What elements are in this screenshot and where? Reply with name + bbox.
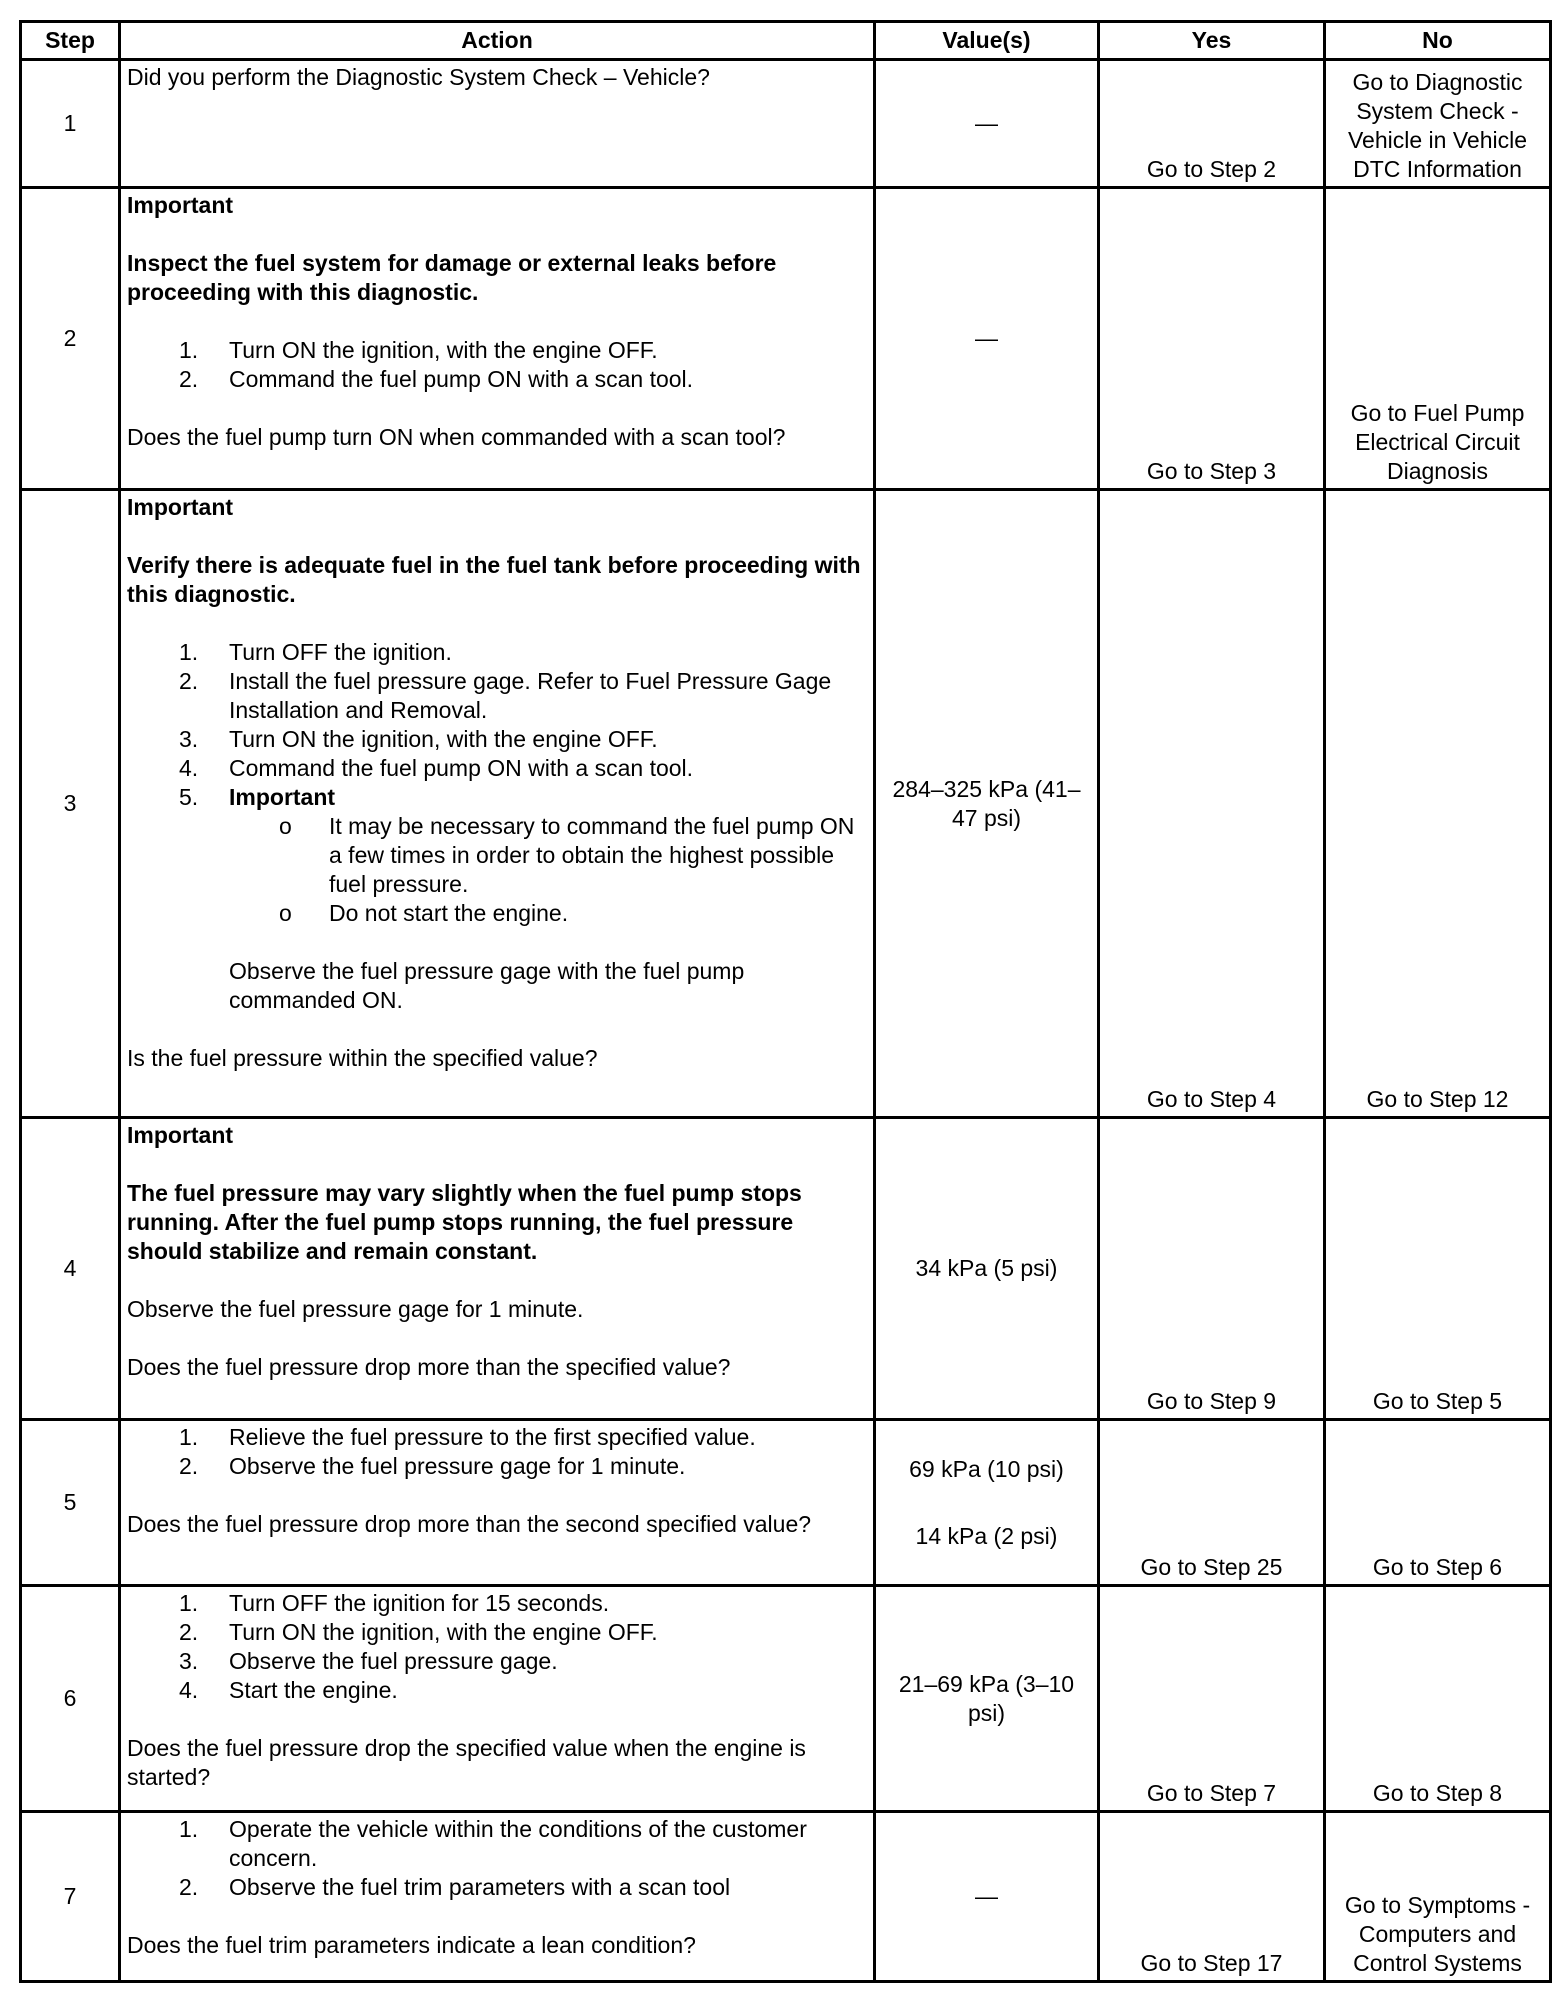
action-cell: [120, 1586, 875, 1812]
action-cell: [120, 60, 875, 188]
no-cell: Go to Fuel Pump Electrical Circuit Diagnosis: [1325, 188, 1551, 490]
header-step: Step: [21, 22, 120, 60]
list-item: 2. Observe the fuel pressure gage for 1 minute.: [179, 1453, 686, 1479]
step-number: 7: [21, 1812, 120, 1982]
action-steps: [127, 1589, 867, 1705]
no-cell: Go to Step 8: [1325, 1586, 1551, 1812]
action-cell: [120, 1812, 875, 1982]
yes-cell: Go to Step 7: [1099, 1586, 1325, 1812]
important-label: Important: [127, 192, 234, 218]
action-question: Does the fuel trim parameters indicate a lean condition?: [127, 1932, 696, 1958]
step-number: 3: [21, 490, 120, 1118]
action-question: Did you perform the Diagnostic System Check – Vehicle?: [127, 64, 710, 90]
value-cell: —: [875, 60, 1099, 188]
table-row: [21, 1420, 1551, 1586]
action-cell: [120, 490, 875, 1118]
table-row: [21, 1812, 1551, 1982]
diagnostic-table: [19, 20, 1552, 1983]
list-item: o Do not start the engine.: [279, 900, 569, 926]
yes-cell: Go to Step 4: [1099, 490, 1325, 1118]
yes-cell: Go to Step 25: [1099, 1420, 1325, 1586]
value-cell: —: [875, 188, 1099, 490]
action-steps: [127, 336, 867, 394]
action-cell: [120, 1118, 875, 1420]
no-cell: Go to Step 6: [1325, 1420, 1551, 1586]
step-number: 6: [21, 1586, 120, 1812]
important-label: Important: [127, 494, 234, 520]
action-steps: [127, 638, 867, 812]
action-cell: [120, 1420, 875, 1586]
list-item: 1. Turn OFF the ignition.: [179, 639, 452, 665]
no-cell: Go to Step 12: [1325, 490, 1551, 1118]
header-yes: Yes: [1099, 22, 1325, 60]
table-row: [21, 1586, 1551, 1812]
list-item: 1. Turn OFF the ignition for 15 seconds.: [179, 1590, 610, 1616]
value-first: 69 kPa (10 psi): [909, 1455, 1064, 1482]
table-row: [21, 490, 1551, 1118]
no-cell: Go to Step 5: [1325, 1118, 1551, 1420]
value-cell: 21–69 kPa (3–10 psi): [875, 1586, 1099, 1812]
action-question: Does the fuel pressure drop the specified value when the engine is started?: [127, 1735, 806, 1790]
important-label: Important: [127, 1122, 234, 1148]
table-header-row: [21, 22, 1551, 60]
step-number: 1: [21, 60, 120, 188]
important-note: Inspect the fuel system for damage or external leaks before proceeding with this diagnostic.: [127, 250, 777, 305]
list-item: 2. Install the fuel pressure gage. Refer to Fuel Pressure Gage Installation and Removal.: [179, 668, 832, 723]
list-item: 2. Command the fuel pump ON with a scan tool.: [179, 366, 694, 392]
list-item: 3. Observe the fuel pressure gage.: [179, 1648, 558, 1674]
value-second: 14 kPa (2 psi): [915, 1522, 1058, 1549]
important-note: The fuel pressure may vary slightly when the fuel pump stops running. After the fuel pump stops running, the fuel pressure should stabilize and remain constant.: [127, 1180, 802, 1264]
value-cell: 34 kPa (5 psi): [875, 1118, 1099, 1420]
list-item: 5. Important: [179, 784, 336, 810]
list-item: 2. Turn ON the ignition, with the engine OFF.: [179, 1619, 658, 1645]
table-row: [21, 1118, 1551, 1420]
table-row: [21, 60, 1551, 188]
table-row: [21, 188, 1551, 490]
yes-cell: Go to Step 17: [1099, 1812, 1325, 1982]
list-item: 4. Start the engine.: [179, 1677, 398, 1703]
list-item: 2. Observe the fuel trim parameters with a scan tool: [179, 1874, 731, 1900]
header-no: No: [1325, 22, 1551, 60]
step-number: 4: [21, 1118, 120, 1420]
no-cell: Go to Symptoms - Computers and Control Systems: [1325, 1812, 1551, 1982]
action-question: Is the fuel pressure within the specified value?: [127, 1045, 598, 1071]
header-action: Action: [120, 22, 875, 60]
list-item: 1. Relieve the fuel pressure to the first specified value.: [179, 1424, 756, 1450]
no-cell: Go to Diagnostic System Check - Vehicle in Vehicle DTC Information: [1325, 60, 1551, 188]
list-item: o It may be necessary to command the fuel pump ON a few times in order to obtain the highest possible fuel pressure.: [279, 813, 855, 897]
step-number: 5: [21, 1420, 120, 1586]
yes-cell: Go to Step 3: [1099, 188, 1325, 490]
action-question: Does the fuel pressure drop more than the specified value?: [127, 1354, 731, 1380]
important-note: Verify there is adequate fuel in the fuel tank before proceeding with this diagnostic.: [127, 552, 861, 607]
list-item: 4. Command the fuel pump ON with a scan tool.: [179, 755, 694, 781]
value-cell: 284–325 kPa (41–47 psi): [875, 490, 1099, 1118]
yes-cell: Go to Step 2: [1099, 60, 1325, 188]
value-cell: —: [875, 1812, 1099, 1982]
observe-instruction: Observe the fuel pressure gage with the fuel pump commanded ON.: [229, 958, 745, 1013]
action-steps: [127, 1423, 867, 1481]
value-cell: [875, 1420, 1099, 1586]
step-number: 2: [21, 188, 120, 490]
header-values: Value(s): [875, 22, 1099, 60]
action-steps: [127, 1815, 867, 1902]
action-question: Does the fuel pressure drop more than the second specified value?: [127, 1511, 812, 1537]
observe-instruction: Observe the fuel pressure gage for 1 minute.: [127, 1296, 584, 1322]
action-question: Does the fuel pump turn ON when commanded with a scan tool?: [127, 424, 786, 450]
yes-cell: Go to Step 9: [1099, 1118, 1325, 1420]
list-item: 1. Turn ON the ignition, with the engine OFF.: [179, 337, 658, 363]
list-item: 3. Turn ON the ignition, with the engine OFF.: [179, 726, 658, 752]
important-subitems: [127, 812, 867, 928]
action-cell: [120, 188, 875, 490]
list-item: 1. Operate the vehicle within the conditions of the customer concern.: [179, 1816, 807, 1871]
